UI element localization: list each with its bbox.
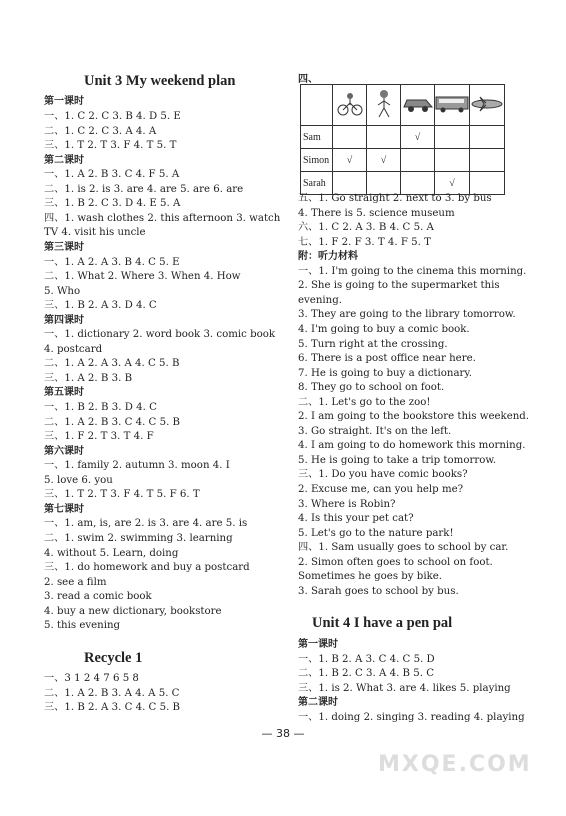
- answer-line: 5. this evening: [44, 620, 121, 632]
- check-cell: [470, 126, 505, 149]
- section-title: Unit 4 I have a pen pal: [312, 615, 453, 632]
- answer-line: 6. There is a post office near here.: [298, 353, 476, 365]
- lesson-heading: 第四课时: [44, 314, 84, 326]
- answer-line: 4. without 5. Learn, doing: [44, 547, 179, 559]
- answer-line: 5. love 6. you: [44, 474, 113, 486]
- answer-line: 5. Let's go to the nature park!: [298, 527, 454, 539]
- check-cell: √: [367, 149, 401, 172]
- answer-line: 一、1. A 2. A 3. B 4. C 5. E: [44, 256, 180, 268]
- table-label: 四、: [298, 74, 318, 85]
- answer-line: 二、1. B 2. C 3. A 4. B 5. C: [298, 668, 435, 680]
- answer-line: 3. They are going to the library tomorrow.: [298, 309, 516, 321]
- lesson-heading: 第一课时: [298, 638, 338, 650]
- answer-line: 三、1. is 2. What 3. are 4. likes 5. playing: [298, 682, 511, 694]
- answer-line: 五、1. Go straight 2. next to 3. by bus: [298, 193, 492, 204]
- answer-line: 二、1. A 2. B 3. C 4. C 5. B: [44, 416, 181, 428]
- answer-line: 二、1. is 2. is 3. are 4. are 5. are 6. are: [44, 183, 244, 195]
- answer-line: 三、1. B 2. C 3. D 4. E 5. A: [44, 198, 181, 210]
- answer-line: 二、1. Let's go to the zoo!: [298, 396, 431, 408]
- answer-line: Sometimes he goes by bike.: [298, 571, 443, 583]
- answer-line: 六、1. C 2. A 3. B 4. C 5. A: [298, 222, 434, 234]
- answer-line: 三、1. T 2. T 3. F 4. T 5. F 6. T: [44, 489, 200, 501]
- walk-icon: [367, 85, 401, 126]
- answer-line: 一、1. C 2. C 3. B 4. D 5. E: [44, 111, 181, 122]
- answer-line: evening.: [298, 294, 342, 306]
- check-cell: [333, 126, 367, 149]
- row-sam: [301, 126, 505, 149]
- answer-line: 二、1. What 2. Where 3. When 4. How: [44, 271, 241, 283]
- check-cell: [435, 126, 470, 149]
- answer-line: 5. Who: [44, 285, 81, 297]
- answer-line: 一、1. am, is, are 2. is 3. are 4. are 5. is: [44, 518, 248, 530]
- bike-icon: [333, 85, 367, 126]
- check-cell: √: [435, 172, 470, 195]
- answer-line: 三、1. Do you have comic books?: [298, 469, 468, 481]
- check-cell: [367, 126, 401, 149]
- watermark: MXQE.COM: [378, 752, 532, 777]
- answer-line: 4. I'm going to buy a comic book.: [298, 323, 470, 335]
- lesson-heading: 第五课时: [44, 387, 84, 399]
- answer-line: 一、3 1 2 4 7 6 5 8: [44, 673, 139, 685]
- row-label: Sam: [301, 126, 333, 149]
- answer-line: 一、1. doing 2. singing 3. reading 4. playing: [298, 711, 525, 723]
- answer-line: 3. Where is Robin?: [298, 498, 396, 510]
- answer-line: 四、1. Sam usually goes to school by car.: [298, 542, 509, 554]
- check-cell: [470, 149, 505, 172]
- answer-line: 4. There is 5. science museum: [298, 207, 455, 219]
- answer-line: 5. He is going to take a trip tomorrow.: [298, 454, 497, 466]
- answer-line: 4. I am going to do homework this morning.: [298, 440, 526, 452]
- plane-icon: [470, 85, 505, 126]
- answer-line: 七、1. F 2. F 3. T 4. F 5. T: [298, 236, 431, 248]
- lesson-heading: 第二课时: [44, 154, 84, 166]
- check-cell: [435, 149, 470, 172]
- lesson-heading: 第七课时: [44, 503, 84, 515]
- answer-line: 5. Turn right at the crossing.: [298, 338, 448, 350]
- answer-line: 三、1. T 2. T 3. F 4. T 5. T: [44, 140, 177, 152]
- answer-line: 2. I am going to the bookstore this weekend.: [298, 411, 530, 423]
- lesson-heading: 第三课时: [44, 241, 84, 253]
- answer-line: 2. Excuse me, can you help me?: [298, 484, 464, 495]
- section-title: Recycle 1: [84, 649, 143, 666]
- answer-line: 一、1. dictionary 2. word book 3. comic book: [44, 329, 276, 341]
- answer-line: 4. Is this your pet cat?: [298, 513, 414, 525]
- answer-line: 8. They go to school on foot.: [298, 382, 445, 394]
- check-cell: [401, 149, 435, 172]
- lesson-heading: 附：听力材料: [298, 251, 358, 263]
- answer-line: 三、1. B 2. A 3. D 4. C: [44, 300, 157, 312]
- answer-line: 四、1. wash clothes 2. this afternoon 3. watch: [44, 212, 281, 224]
- answer-line: 一、1. A 2. B 3. C 4. F 5. A: [44, 169, 180, 181]
- page-number: — 38 —: [261, 727, 305, 740]
- row-label: Simon: [301, 149, 333, 172]
- answer-line: 二、1. C 2. C 3. A 4. A: [44, 125, 157, 137]
- answer-line: 三、1. do homework and buy a postcard: [44, 562, 250, 574]
- row-simon: [301, 149, 505, 172]
- lesson-heading: 第一课时: [44, 96, 84, 108]
- answer-line: 一、1. B 2. A 3. C 4. C 5. D: [298, 653, 435, 665]
- answer-line: 三、1. A 2. B 3. B: [44, 372, 133, 384]
- lesson-heading: 第六课时: [44, 445, 84, 457]
- check-cell: √: [401, 126, 435, 149]
- section-title: Unit 3 My weekend plan: [84, 73, 236, 89]
- answer-line: 4. buy a new dictionary, bookstore: [44, 605, 222, 617]
- answer-line: 一、1. family 2. autumn 3. moon 4. I: [44, 460, 230, 472]
- answer-line: 二、1. A 2. A 3. A 4. C 5. B: [44, 358, 180, 370]
- answer-line: TV 4. visit his uncle: [44, 227, 146, 239]
- answer-line: 4. postcard: [44, 343, 103, 355]
- answer-line: 二、1. swim 2. swimming 3. learning: [44, 532, 233, 544]
- answer-line: 2. She is going to the supermarket this: [298, 280, 500, 292]
- row-label: Sarah: [301, 172, 333, 195]
- answer-line: 3. Sarah goes to school by bus.: [298, 585, 459, 597]
- bus-icon: [435, 85, 470, 126]
- answer-line: 三、1. F 2. T 3. T 4. F: [44, 431, 154, 443]
- car-icon: [401, 85, 435, 126]
- answer-line: 二、1. A 2. B 3. A 4. A 5. C: [44, 687, 180, 699]
- answer-line: 一、1. I'm going to the cinema this morning.: [298, 265, 527, 277]
- answer-line: 2. see a film: [44, 576, 107, 588]
- answer-line: 三、1. B 2. A 3. C 4. C 5. B: [44, 702, 181, 714]
- answer-line: 2. Simon often goes to school on foot.: [298, 556, 493, 568]
- check-cell: √: [333, 149, 367, 172]
- answer-line: 3. Go straight. It's on the left.: [298, 425, 452, 437]
- lesson-heading: 第二课时: [298, 697, 338, 709]
- answer-line: 一、1. B 2. B 3. D 4. C: [44, 402, 157, 413]
- answer-line: 3. read a comic book: [44, 591, 152, 603]
- transport-table: [300, 84, 505, 195]
- answer-line: 7. He is going to buy a dictionary.: [298, 367, 473, 379]
- corner-cell: [301, 85, 333, 126]
